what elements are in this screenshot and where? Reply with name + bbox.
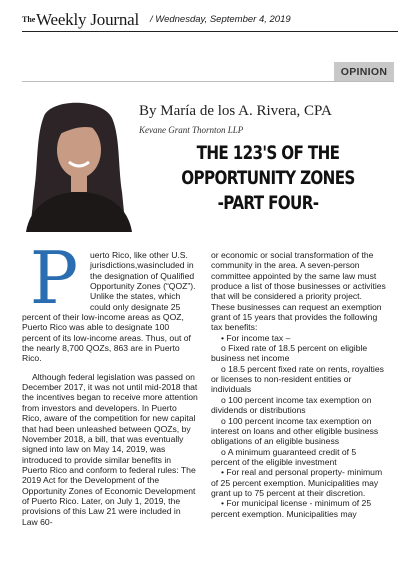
masthead-the: The (22, 15, 36, 24)
headline (171, 141, 365, 216)
author-firm: Kevane Grant Thornton LLP (139, 125, 244, 135)
section-label: OPINION (334, 62, 394, 82)
masthead-title: Weekly Journal (36, 10, 139, 29)
article-paragraph: Although federal legislation was passed on December 2017, it was not until mid-2018 that the incentives began to receive more attention from investors and developers. In Puerto Rico, aware of the competition for new capital that had been unleashed between QOZs, by November 2018, a bill, that was eventually signed into law on May 14, 2019, was introduced to provide similar benefits in Puerto Rico and conform to federal rules: The 2019 Act for the Development of the Opportunity Zones of Economic Development of Puerto Rico. Later, on July 1, 2019, the provisions of this Law 21 were included in Law 60- (22, 371, 198, 527)
section-rule (22, 81, 394, 82)
benefit-item: • For real and personal property- minimum of 25 percent exemption. Municipalities may grant up to 75 percent at their discretion. (211, 467, 383, 498)
article-paragraph: or economic or social transformation of the community in the area. A seven-person committee appointed by the same law must produce a list of those businesses or activities that will be considered a priority project. These businesses can request an exemption grant of 15 years that provides the following tax benefits: (211, 250, 386, 333)
drop-cap: P (29, 250, 79, 306)
benefit-item: o A minimum guaranteed credit of 5 percent of the eligible investment (211, 446, 357, 467)
masthead (22, 8, 398, 34)
author-photo (22, 96, 134, 232)
benefit-item: o 100 percent income tax exemption on dividends or distributions (211, 394, 372, 416)
issue-date: / Wednesday, September 4, 2019 (150, 14, 291, 25)
byline: By María de los A. Rivera, CPA (139, 103, 332, 119)
lead-text: uerto Rico, like other U.S. jurisdictions,wasincluded in the designation of Qualified Opportunity Zones (“QOZ”). Unlike the states, which could only designate 25 percent of their low-income areas as QOZ, Puerto Rico was able to designate 100 percent of its low-income areas. Thus, out of the nearly 8,700 QOZs, 863 are in Puerto Rico. (22, 250, 196, 364)
benefit-item: o 18.5 percent fixed rate on rents, royalties or licenses to non-resident entities or individuals (211, 363, 384, 395)
masthead-rule (22, 31, 398, 32)
benefit-item: • For municipal license - minimum of 25 percent exemption. Municipalities may (211, 498, 372, 519)
article-paragraph (22, 250, 198, 364)
headline-line-1: THE 123'S OF THE (196, 143, 340, 164)
benefit-item: o 100 percent income tax exemption on interest on loans and other eligible business obligations of an eligible business (211, 415, 379, 447)
article-column-right (211, 250, 387, 519)
headline-line-2: OPPORTUNITY ZONES (181, 168, 355, 189)
benefit-item: • For income tax – (221, 332, 291, 343)
article-column-left (22, 250, 198, 527)
headline-line-3: -PART FOUR- (217, 193, 319, 214)
author-photo-image (22, 96, 134, 232)
benefit-item: o Fixed rate of 18.5 percent on eligible business net income (211, 343, 368, 364)
